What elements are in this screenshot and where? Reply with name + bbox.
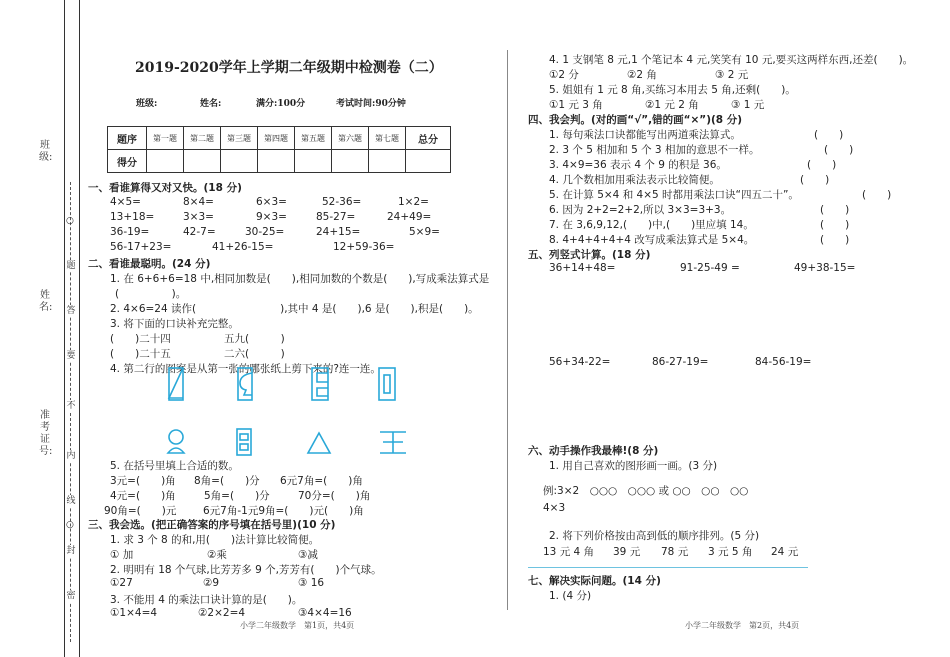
- page-2-footer: 小学二年级数学 第2页，共4页: [685, 621, 800, 630]
- judge-item: 5. 在计算 5×4 和 4×5 时都用乘法口诀“四五二十”。: [549, 189, 799, 201]
- margin-border: [64, 0, 65, 657]
- option: ①1×4=4: [110, 607, 158, 619]
- seal-char: 密: [66, 591, 76, 601]
- option: ②2×2=4: [198, 607, 246, 619]
- option: ②1 元 2 角: [645, 99, 699, 111]
- meta-class: 班级:: [136, 99, 158, 109]
- score-col: 第一题: [147, 127, 184, 150]
- seal-char: 内: [66, 451, 76, 461]
- vertical-calc: 49+38-15=: [794, 262, 856, 274]
- judge-blank[interactable]: ( ): [820, 234, 850, 246]
- seal-char: 题: [66, 261, 76, 271]
- option: ①27: [110, 577, 133, 589]
- price: 3 元 5 角: [708, 546, 753, 558]
- meta-name: 姓名:: [200, 99, 222, 109]
- s3-q1: 1. 求 3 个 8 的和,用( )法计算比较简便。: [110, 534, 320, 546]
- s2-q3-item: ( )二十五: [110, 348, 171, 360]
- cut-shape-window[interactable]: [237, 429, 251, 455]
- s2-q1: 1. 在 6+6+6=18 中,相同加数是( ),相同加数的个数是( ),写成乘法算式是: [110, 273, 490, 285]
- s3-q2: 2. 明明有 18 个气球,比芳芳多 9 个,芳芳有( )个气球。: [110, 564, 382, 576]
- problem: 42-7=: [183, 226, 216, 238]
- price: 13 元 4 角: [543, 546, 595, 558]
- option: ③ 16: [298, 577, 325, 589]
- margin-border-inner: [79, 0, 80, 657]
- score-cell[interactable]: [406, 150, 451, 173]
- judge-blank[interactable]: ( ): [807, 159, 837, 171]
- section-7-heading: 七、解决实际问题。(14 分): [528, 575, 661, 587]
- judge-blank[interactable]: ( ): [800, 174, 830, 186]
- s6-prompt: 4×3: [543, 502, 566, 514]
- folded-paper-circle[interactable]: [238, 368, 252, 400]
- score-col: 第三题: [221, 127, 258, 150]
- option: ③4×4=16: [298, 607, 352, 619]
- option: ①2 分: [549, 69, 579, 81]
- judge-blank[interactable]: ( ): [862, 189, 892, 201]
- problem: 85-27=: [316, 211, 356, 223]
- section-2-heading: 二、看谁最聪明。(24 分): [88, 258, 211, 270]
- s2-q1-cont: ( )。: [115, 288, 187, 300]
- folded-paper-rect[interactable]: [379, 368, 395, 400]
- problem: 1×2=: [398, 196, 429, 208]
- name-label: 姓名:: [39, 290, 53, 313]
- vertical-calc: 91-25-49 =: [680, 262, 740, 274]
- meta-score: 满分:100分: [256, 99, 306, 109]
- s6-q1: 1. 用自己喜欢的图形画一画。(3 分): [549, 460, 718, 472]
- page-divider: [507, 50, 508, 610]
- page-1-footer: 小学二年级数学 第1页，共4页: [240, 621, 355, 630]
- problem: 24+15=: [316, 226, 361, 238]
- score-cell[interactable]: [184, 150, 221, 173]
- score-col: 第四题: [258, 127, 295, 150]
- score-cell[interactable]: [369, 150, 406, 173]
- section-divider: [528, 567, 808, 568]
- problem: 41+26-15=: [212, 241, 274, 253]
- score-table: [107, 126, 451, 173]
- seal-char: 线: [66, 496, 76, 506]
- s3-q5: 5. 姐姐有 1 元 8 角,买练习本用去 5 角,还剩( )。: [549, 84, 796, 96]
- s2-q3-item: 五九( ): [224, 333, 285, 345]
- s3-q3: 3. 不能用 4 的乘法口诀计算的是( )。: [110, 594, 303, 606]
- score-row-label: 得分: [108, 150, 147, 173]
- seal-char: 封: [66, 546, 76, 556]
- price: 39 元: [613, 546, 641, 558]
- s2-q5: 5. 在括号里填上合适的数。: [110, 460, 239, 472]
- page-title: 2019-2020学年上学期二年级期中检测卷（二）: [135, 60, 443, 76]
- problem: 13+18=: [110, 211, 155, 223]
- problem: 4×5=: [110, 196, 141, 208]
- judge-item: 3. 4×9=36 表示 4 个 9 的积是 36。: [549, 159, 727, 171]
- s2-q3-item: 二六( ): [224, 348, 285, 360]
- s2-q5-item: 8角=( )分: [194, 475, 260, 487]
- option: ③减: [298, 549, 318, 561]
- judge-item: 2. 3 个 5 相加和 5 个 3 相加的意思不一样。: [549, 144, 760, 156]
- vertical-calc: 86-27-19=: [652, 356, 709, 368]
- vertical-calc: 56+34-22=: [549, 356, 611, 368]
- problem: 9×3=: [256, 211, 287, 223]
- cut-shape-flower[interactable]: [168, 430, 184, 453]
- problem: 5×9=: [409, 226, 440, 238]
- s6-example: 例:3×2 ○○○ ○○○ 或 ○○ ○○ ○○: [543, 485, 749, 497]
- score-col: 第七题: [369, 127, 406, 150]
- judge-blank[interactable]: ( ): [814, 129, 844, 141]
- score-col: 第六题: [332, 127, 369, 150]
- option: ①1 元 3 角: [549, 99, 603, 111]
- problem: 3×3=: [183, 211, 214, 223]
- seal-char: 答: [66, 306, 76, 316]
- s2-q5-item: 70分=( )角: [298, 490, 371, 502]
- s3-q4: 4. 1 支钢笔 8 元,1 个笔记本 4 元,笑笑有 10 元,要买这两样东西,还差( )。: [549, 54, 914, 66]
- score-cell[interactable]: [295, 150, 332, 173]
- section-3-heading: 三、我会选。(把正确答案的序号填在括号里)(10 分): [88, 519, 336, 531]
- s2-q5-item: 4元=( )角: [110, 490, 176, 502]
- score-col: 第二题: [184, 127, 221, 150]
- problem: 6×3=: [256, 196, 287, 208]
- folded-paper-e[interactable]: [312, 368, 328, 400]
- score-col: 第五题: [295, 127, 332, 150]
- option: ②2 角: [627, 69, 657, 81]
- judge-blank[interactable]: ( ): [820, 204, 850, 216]
- problem: 52-36=: [322, 196, 362, 208]
- s2-q5-item: 6元7角-1元9角=( )元( )角: [203, 505, 364, 517]
- s7-q1: 1. (4 分): [549, 590, 592, 602]
- price: 24 元: [771, 546, 799, 558]
- problem: 30-25=: [245, 226, 285, 238]
- judge-item: 4. 几个数相加用乘法表示比较简便。: [549, 174, 720, 186]
- seal-char: 要: [66, 351, 76, 361]
- s2-q5-item: 3元=( )角: [110, 475, 176, 487]
- problem: 24+49=: [387, 211, 432, 223]
- cut-shape-triangle[interactable]: [308, 433, 330, 453]
- judge-blank[interactable]: ( ): [820, 219, 850, 231]
- judge-item: 8. 4+4+4+4+4 改写成乘法算式是 5×4。: [549, 234, 755, 246]
- score-cell[interactable]: [258, 150, 295, 173]
- seal-char: 不: [66, 401, 76, 411]
- problem: 12+59-36=: [333, 241, 395, 253]
- s2-q5-item: 5角=( )分: [204, 490, 270, 502]
- paper-figures: [160, 365, 420, 465]
- s2-q2: 2. 4×6=24 读作( ),其中 4 是( ),6 是( ),积是( )。: [110, 303, 479, 315]
- vertical-calc: 36+14+48=: [549, 262, 616, 274]
- folded-paper-triangle[interactable]: [169, 368, 183, 400]
- s2-q3-item: ( )二十四: [110, 333, 171, 345]
- section-5-heading: 五、列竖式计算。(18 分): [528, 249, 651, 261]
- s2-q3: 3. 将下面的口诀补充完整。: [110, 318, 239, 330]
- vertical-calc: 84-56-19=: [755, 356, 812, 368]
- problem: 56-17+23=: [110, 241, 172, 253]
- problem: 8×4=: [183, 196, 214, 208]
- section-1-heading: 一、看谁算得又对又快。(18 分): [88, 182, 242, 194]
- section-6-heading: 六、动手操作我最棒!(8 分): [528, 445, 659, 457]
- judge-item: 7. 在 3,6,9,12,( )中,( )里应填 14。: [549, 219, 754, 231]
- score-table-header: 题序: [108, 127, 147, 150]
- score-cell[interactable]: [221, 150, 258, 173]
- section-4-heading: 四、我会判。(对的画“√”,错的画“×”)(8 分): [528, 114, 743, 126]
- judge-item: 6. 因为 2+2=2+2,所以 3×3=3+3。: [549, 204, 732, 216]
- price: 78 元: [661, 546, 689, 558]
- option: ②乘: [207, 549, 227, 561]
- id-label: 准考证号:: [39, 410, 53, 457]
- s6-q2: 2. 将下列价格按由高到低的顺序排列。(5 分): [549, 530, 760, 542]
- cut-shape-wang[interactable]: [380, 432, 406, 453]
- judge-item: 1. 每句乘法口诀都能写出两道乘法算式。: [549, 129, 741, 141]
- class-label: 班级:: [39, 140, 53, 163]
- option: ① 加: [110, 549, 134, 561]
- meta-time: 考试时间:90分钟: [336, 99, 406, 109]
- option: ③ 1 元: [731, 99, 765, 111]
- option: ②9: [203, 577, 220, 589]
- problem: 36-19=: [110, 226, 150, 238]
- option: ③ 2 元: [715, 69, 749, 81]
- judge-blank[interactable]: ( ): [824, 144, 854, 156]
- s2-q4: 4. 第二行的图案是从第一张的哪张纸上剪下来的?连一连。: [110, 363, 381, 375]
- score-cell[interactable]: [147, 150, 184, 173]
- score-cell[interactable]: [332, 150, 369, 173]
- s2-q5-item: 90角=( )元: [104, 505, 177, 517]
- score-total: 总分: [406, 127, 451, 150]
- s2-q5-item: 6元7角=( )角: [280, 475, 363, 487]
